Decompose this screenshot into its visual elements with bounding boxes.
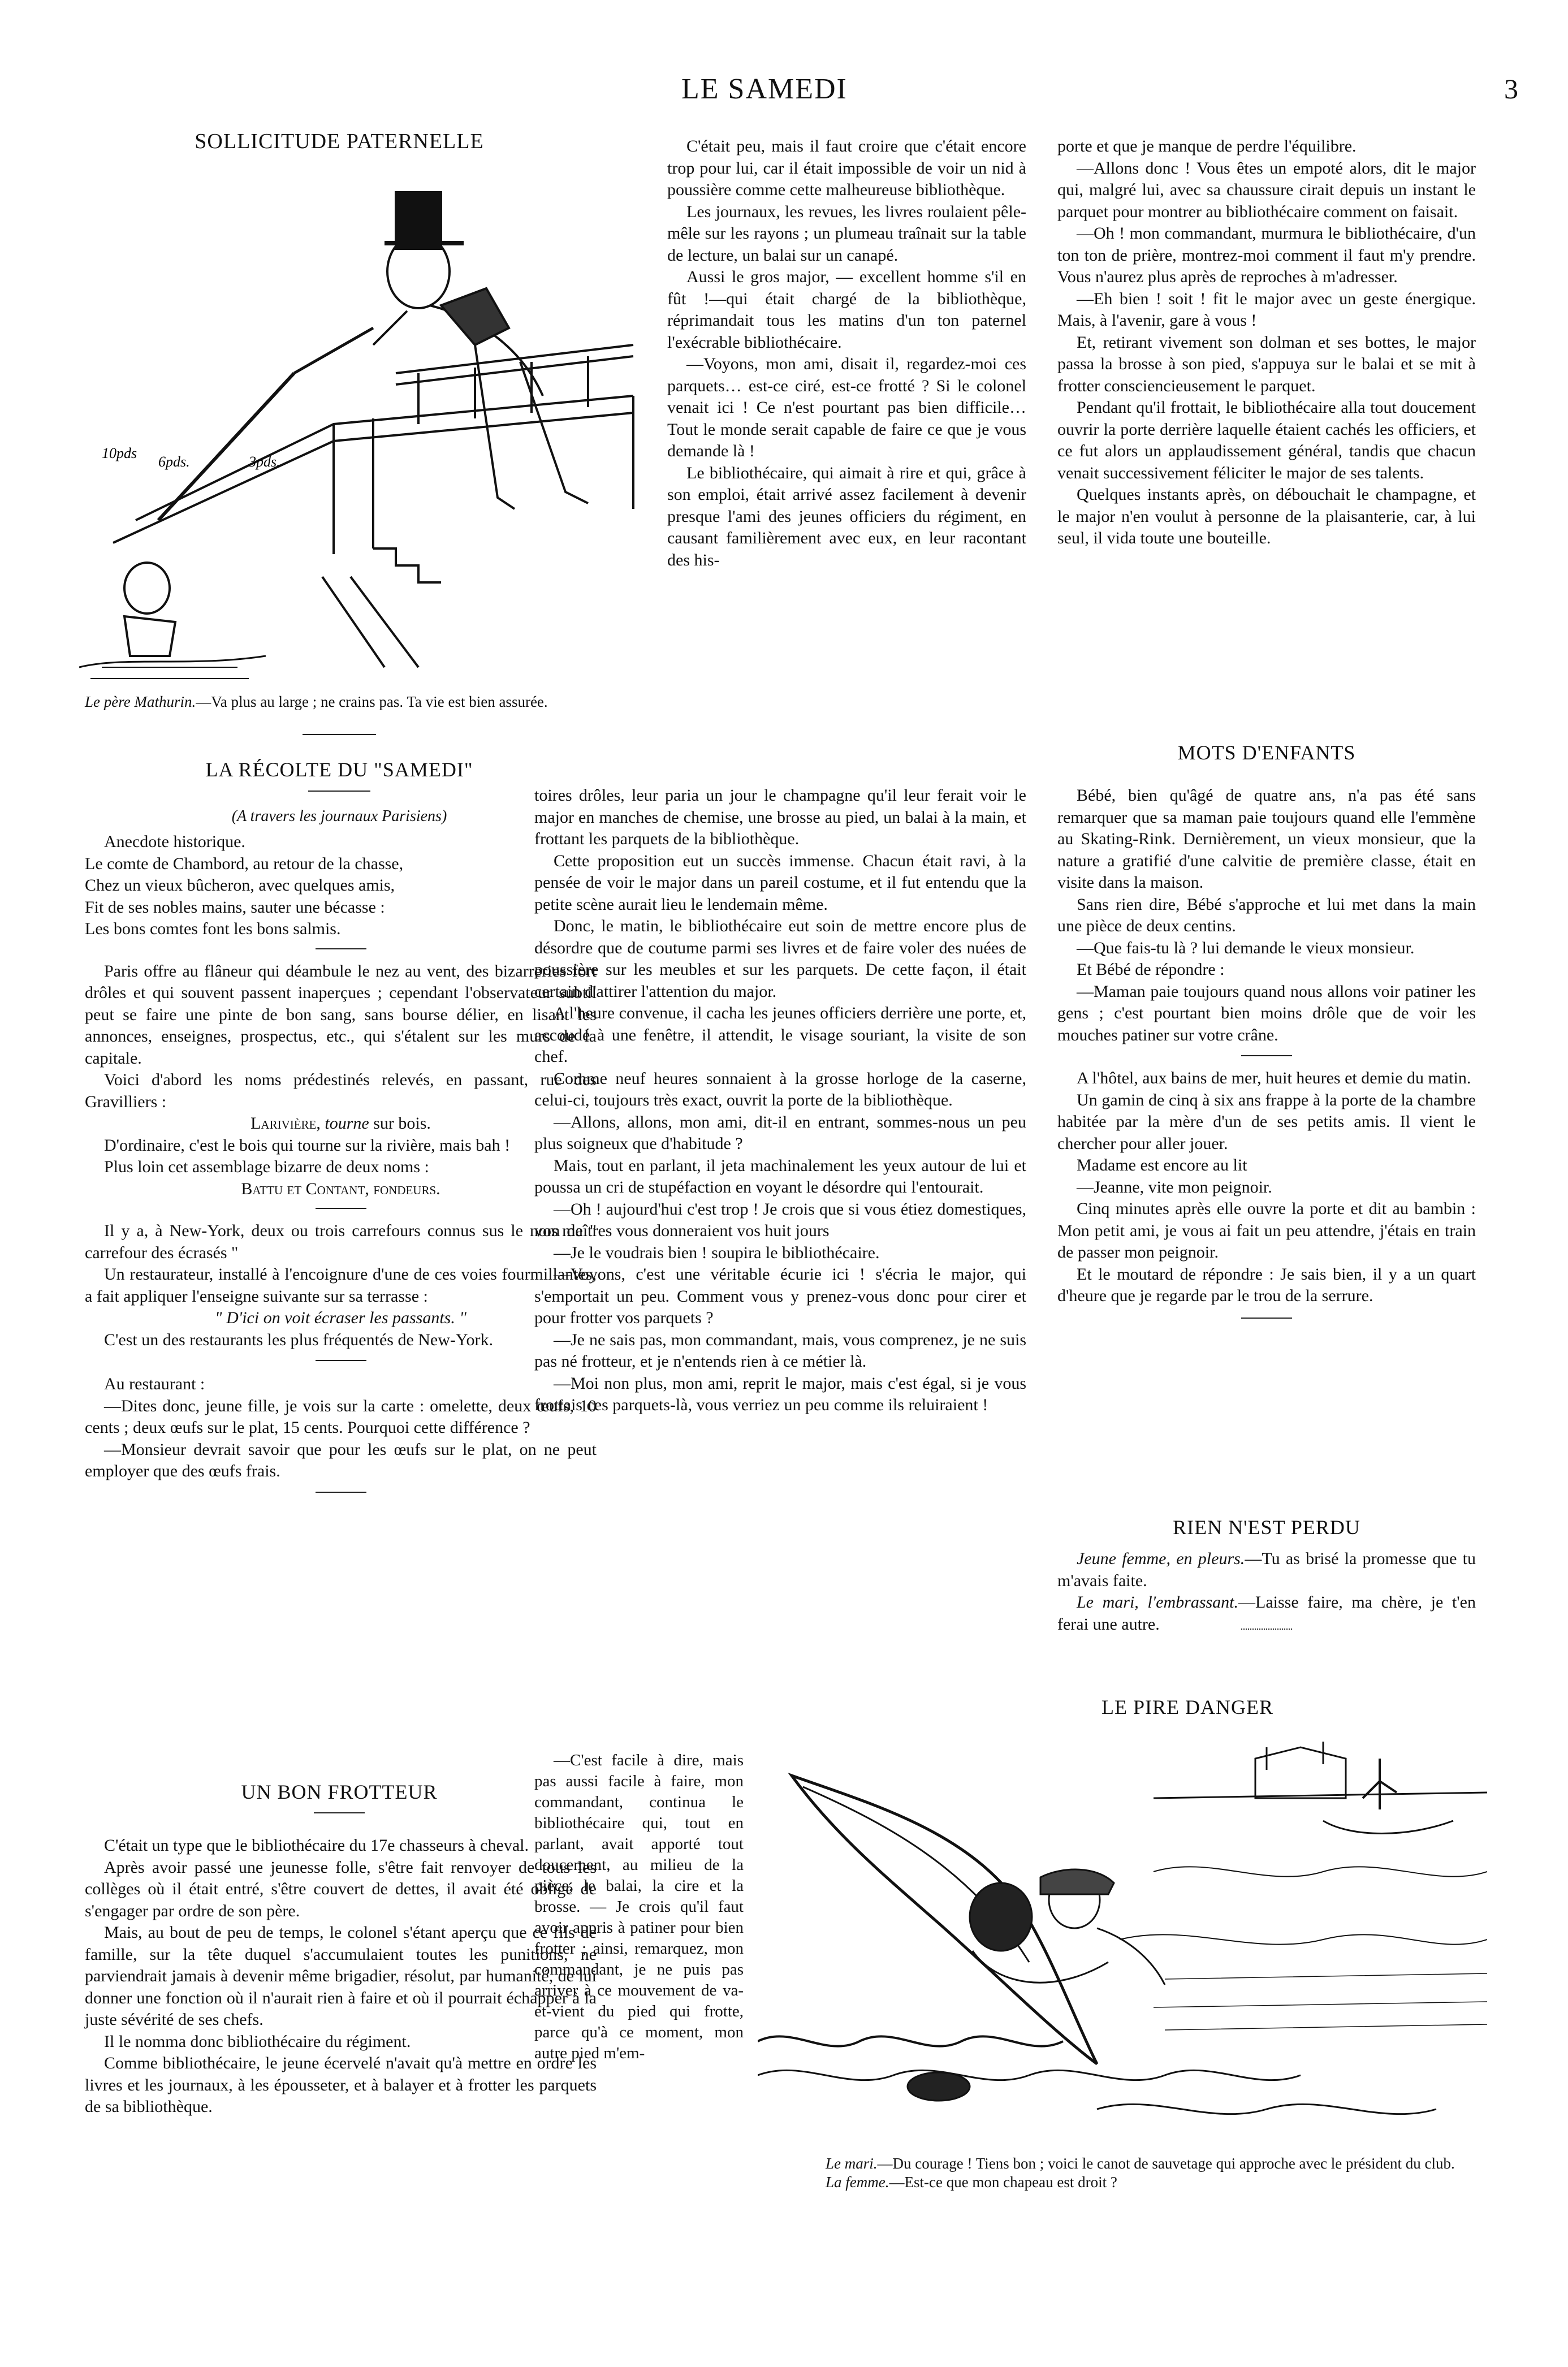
recolte-p7: Battu et Contant, fondeurs. <box>241 1179 440 1198</box>
verse <box>85 853 597 940</box>
divider <box>316 1208 366 1209</box>
perdu-text-2: —Laisse faire, ma chère, je t'en ferai une autre. <box>1057 1593 1476 1634</box>
frotteur-col2-p: —Allons, allons, mon ami, dit-il en entrant, sommes-nous un peu plus soigneux que d'habitude ? <box>534 1112 1026 1153</box>
divider <box>1241 1055 1292 1056</box>
frotteur-col3-p: porte et que je manque de perdre l'équilibre. <box>1057 137 1357 156</box>
mots-p: Cinq minutes après elle ouvre la porte et dit au bambin : Mon petit ami, je vous ai fait un peu attendre, j'étais en train de passer mon peignoir. <box>1057 1199 1476 1262</box>
frotteur-col2-p: —Oh ! aujourd'hui c'est trop ! Je crois que si vous étiez domestiques, vos maîtres vous donneraient vos huit jours <box>534 1199 1026 1240</box>
mots-p: —Maman paie toujours quand nous allons voir patiner les gens ; c'est pourtant bien moins drôle que de voir les mouches patiner sur votre crâne. <box>1057 982 1476 1044</box>
divider <box>308 791 370 792</box>
caption-speaker: Le père Mathurin. <box>85 693 196 710</box>
frotteur-col2-p: Aussi le gros major, — excellent homme s'il en fût !—qui était chargé de la bibliothèque, réprimandait tous les matins d'un ton paternel l'exécrable bibliothécaire. <box>667 267 1026 352</box>
verse-line: Les bons comtes font les bons salmis. <box>85 919 341 938</box>
recolte-p2: Paris offre au flâneur qui déambule le nez au vent, des bizarreries fort drôles et qui souvent passent inaperçues ; cependant l'observateur subtil peut se faire une pinte de bon sang, sans bourse délier, en lisant les annonces, enseignes, prospectus, etc., qui s'étalent sur les murs de la capitale. <box>85 961 597 1068</box>
frotteur-col2-p: Donc, le matin, le bibliothécaire eut soin de mettre encore plus de désordre que de coutume parmi ses livres et de faire voler des nuées de poussière sur les meubles et sur les parquets. De cette façon, il était certain d'attirer l'attention du major. <box>534 917 1026 1001</box>
recolte-p12: Au restaurant : <box>104 1375 205 1393</box>
frotteur-col2-p: Le bibliothécaire, qui aimait à rire et qui, grâce à son emploi, était arrivé assez facilement à devenir presque l'ami des jeunes officiers du régiment, en causant familièrement avec eux, en leur racontant des his- <box>667 463 1026 569</box>
masthead-title: LE SAMEDI <box>681 73 848 105</box>
frotteur-col2-wide <box>534 785 1026 1416</box>
recolte-p13: —Dites donc, jeune fille, je vois sur la carte : omelette, deux œufs, 10 cents ; deux œufs sur le plat, 15 cents. Pourquoi cette différence ? <box>85 1396 597 1437</box>
danger-heading: LE PIRE DANGER <box>1102 1696 1273 1718</box>
divider <box>316 1492 366 1493</box>
divider <box>1241 1629 1292 1630</box>
perdu-speaker-2: Le mari, l'embrassant. <box>1077 1593 1239 1612</box>
frotteur-col2-p: Mais, tout en parlant, il jeta machinalement les yeux autour de lui et poussa un cri de stupéfaction en voyant le désordre qui l'entourait. <box>534 1156 1026 1197</box>
frotteur-col2-narrow <box>534 1750 744 2064</box>
frotteur-col2-p: —Je le voudrais bien ! soupira le bibliothécaire. <box>554 1243 880 1262</box>
danger-caption <box>809 2154 1481 2192</box>
p4-italic: tourne <box>325 1114 369 1133</box>
frotteur-col1-p: C'était un type que le bibliothécaire du 17e chasseurs à cheval. <box>104 1836 529 1855</box>
frotteur-col3-p: Et, retirant vivement son dolman et ses bottes, le major passa la brosse à son pied, s'appuya sur le balai et se mit à frotter consciencieusement le parquet. <box>1057 332 1476 395</box>
perdu-column <box>1057 1548 1476 1635</box>
perdu-speaker-1: Jeune femme, en pleurs. <box>1077 1549 1245 1568</box>
frotteur-col3-p: —Eh bien ! soit ! fit le major avec un geste énergique. Mais, à l'avenir, gare à vous ! <box>1057 289 1476 330</box>
recolte-subheading: (A travers les journaux Parisiens) <box>231 807 447 825</box>
recolte-heading: LA RÉCOLTE DU "SAMEDI" <box>205 758 473 781</box>
frotteur-col2-p: Comme neuf heures sonnaient à la grosse horloge de la caserne, celui-ci, toujours très exact, ouvrit la porte de la bibliothèque. <box>534 1069 1026 1109</box>
frotteur-col1-p: Comme bibliothécaire, le jeune écervelé n'avait qu'à mettre en ordre les livres et les journaux, à les épousseter, et à balayer et à frotter les parquets de sa bibliothèque. <box>85 2054 597 2116</box>
frotteur-col3-p: Pendant qu'il frottait, le bibliothécaire alla tout doucement ouvrir la porte derrière laquelle étaient cachés les officiers, et ce fut alors un applaudissement général, tandis que chacun venait successivement féliciter le major de ses talents. <box>1057 398 1476 482</box>
frotteur-col2-p: toires drôles, leur paria un jour le champagne qu'il leur ferait voir le major en manches de chemise, une brosse au pied, un balai à la main, et frottant les parquets de la bibliothèque. <box>534 786 1026 848</box>
frotteur-col2-p: A l'heure convenue, il cacha les jeunes officiers derrière une porte, et, accoudé à une fenêtre, il attendit, le visage souriant, la visite de son chef. <box>534 1004 1026 1066</box>
recolte-p5: D'ordinaire, c'est le bois qui tourne sur la rivière, mais bah ! <box>104 1135 511 1155</box>
mots-p: Un gamin de cinq à six ans frappe à la porte de la chambre habitée par la mère d'un de ses petits amis. Il vient le chercher pour aller jouer. <box>1057 1090 1476 1153</box>
recolte-p6: Plus loin cet assemblage bizarre de deux noms : <box>104 1157 429 1176</box>
recolte-p3: Voici d'abord les noms prédestinés relevés, en passant, rue des Gravilliers : <box>85 1070 597 1111</box>
mots-heading: MOTS D'ENFANTS <box>1177 741 1356 764</box>
mots-p: Et le moutard de répondre : Je sais bien, il y a un quart d'heure que je regarde par le trou de la serrure. <box>1057 1264 1476 1305</box>
frotteur-col3 <box>1057 136 1476 550</box>
frotteur-col2-top <box>667 136 1026 571</box>
recolte-p10: " D'ici on voit écraser les passants. " <box>215 1308 466 1327</box>
p4-rest: sur bois. <box>373 1114 431 1133</box>
sollicitude-heading: SOLLICITUDE PATERNELLE <box>195 129 484 153</box>
frotteur-heading: UN BON FROTTEUR <box>241 1781 438 1803</box>
frotteur-col2-p: —Voyons, c'est une véritable écurie ici ! s'écria le major, qui s'emportait un peu. Comment vous y prenez-vous donc pour cirer et pour frotter vos parquets ? <box>534 1265 1026 1327</box>
danger-caption-line-1 <box>809 2154 1481 2173</box>
recolte-p8: Il y a, à New-York, deux ou trois carrefours connus sus le nom de " carrefour des écrasés " <box>85 1221 597 1262</box>
frotteur-col2-p: —C'est facile à dire, mais pas aussi facile à faire, mon commandant, continua le bibliothécaire qui, tout en parlant, avait apporté tout doucement, au milieu de la pièce, le balai, la cire et la brosse. — Je crois qu'il faut avoir appris à patiner pour bien frotter ; ainsi, remarquez, mon commandant, je ne puis pas arriver à ce mouvement de va-et-vient du pied qui frotte, parce qu'à ce moment, mon autre pied m'em- <box>534 1751 744 2062</box>
divider <box>314 1812 365 1813</box>
mots-p: Madame est encore au lit <box>1077 1156 1247 1174</box>
mots-column <box>1057 785 1476 1319</box>
frotteur-col2-p: —Je ne sais pas, mon commandant, mais, vous comprenez, je ne suis pas né frotteur, et je n'entends rien à ce métier là. <box>534 1330 1026 1371</box>
recolte-p4 <box>85 1113 597 1135</box>
perdu-heading: RIEN N'EST PERDU <box>1173 1516 1360 1539</box>
frotteur-col2-p: Les journaux, les revues, les livres roulaient pêle-mêle sur les rayons ; un plumeau traînait sur la table de lecture, un balai sur un canapé. <box>667 202 1026 265</box>
p4-name: Larivière, <box>250 1114 321 1133</box>
frotteur-col2-p: Cette proposition eut un succès immense. Chacun était ravi, à la pensée de voir le major dans un pareil costume, et il fut entendu que la petite scène aurait lieu le lendemain même. <box>534 851 1026 914</box>
frotteur-col3-p: —Oh ! mon commandant, murmura le bibliothécaire, d'un ton ton de prière, montrez-moi comment il faut m'y prendre. Vous n'aurez plus après de reproches à m'adresser. <box>1057 224 1476 286</box>
recolte-p11: C'est un des restaurants les plus fréquentés de New-York. <box>104 1330 494 1349</box>
divider <box>303 734 376 735</box>
perdu-text-1: —Tu as brisé la promesse que tu m'avais faite. <box>1057 1549 1476 1590</box>
frotteur-col1-p: Il le nomma donc bibliothécaire du régiment. <box>104 2032 411 2051</box>
danger-caption-line-2 <box>809 2173 1481 2192</box>
sollicitude-illustration <box>79 158 645 690</box>
mots-p: Sans rien dire, Bébé s'approche et lui met dans la main une pièce de deux centins. <box>1057 895 1476 935</box>
frotteur-col2-p: —Moi non plus, mon ami, reprit le major, mais c'est égal, si je vous frottais ces parquets-là, vous verriez un peu comme ils reluiraient ! <box>534 1373 1026 1414</box>
mots-p: —Que fais-tu là ? lui demande le vieux monsieur. <box>1077 938 1415 957</box>
recolte-p1: Anecdote historique. <box>104 832 245 851</box>
mots-p: —Jeanne, vite mon peignoir. <box>1077 1177 1272 1197</box>
frotteur-col1-p: Après avoir passé une jeunesse folle, s'être fait renvoyer de tous les collèges où il était entré, s'être couvert de dettes, il avait été obligé de s'engager par ordre de son père. <box>85 1858 597 1920</box>
frotteur-col1-p: Mais, au bout de peu de temps, le colonel s'étant aperçu que ce fils de famille, sur la tête duquel s'accumulaient toutes les punitions, ne parviendrait jamais à devenir même brigadier, résolut, par humanité, de lui donner une fonction où il n'aurait rien à faire et où il pourrait échapper à la juste sévérité de ses chefs. <box>85 1923 597 2029</box>
caption-text: —Va plus au large ; ne crains pas. Ta vie est bien assurée. <box>196 693 548 710</box>
divider <box>1241 1318 1292 1319</box>
recolte-column <box>85 831 597 1493</box>
sign-6pds: 6pds. <box>158 453 190 470</box>
recolte-p14: —Monsieur devrait savoir que pour les œufs sur le plat, on ne peut employer que des œufs frais. <box>85 1440 597 1480</box>
danger-text-2: —Est-ce que mon chapeau est droit ? <box>889 2174 1117 2191</box>
danger-speaker-2: La femme. <box>826 2174 889 2191</box>
verse-line: Chez un vieux bûcheron, avec quelques amis, <box>85 876 395 895</box>
sollicitude-caption <box>85 693 650 711</box>
sign-10pds: 10pds <box>102 445 137 461</box>
danger-illustration <box>758 1725 1487 2149</box>
danger-speaker-1: Le mari. <box>826 2155 878 2172</box>
divider <box>316 948 366 949</box>
mots-p: Et Bébé de répondre : <box>1077 960 1225 979</box>
frotteur-col3-p: —Allons donc ! Vous êtes un empoté alors, dit le major qui, malgré lui, avec sa chaussure cirait depuis un instant le parquet pour montrer au bibliothécaire comment on faisait. <box>1057 158 1476 221</box>
verse-line: Le comte de Chambord, au retour de la chasse, <box>85 854 404 873</box>
recolte-p9: Un restaurateur, installé à l'encoignure d'une de ces voies fourmillantes, a fait appliquer l'enseigne suivante sur sa terrasse : <box>85 1265 597 1306</box>
frotteur-col1 <box>85 1835 597 2118</box>
frotteur-col2-p: —Voyons, mon ami, disait il, regardez-moi ces parquets… est-ce ciré, est-ce frotté ? Si le colonel venait ici ! Ce n'est pourtant pas bien difficile… Tout le monde serait capable de faire ce que je vous demande là ! <box>667 355 1026 460</box>
mots-p: A l'hôtel, aux bains de mer, huit heures et demie du matin. <box>1077 1069 1471 1087</box>
sign-3pds: 3pds. <box>249 453 280 470</box>
mots-p: Bébé, bien qu'âgé de quatre ans, n'a pas été sans remarquer que sa maman paie toujours quand elle l'emmène au Skating-Rink. Dernièrement, un vieux monsieur, que la nature a gratifié d'une calvitie de première classe, était en visite dans la maison. <box>1057 786 1476 892</box>
danger-text-1: —Du courage ! Tiens bon ; voici le canot de sauvetage qui approche avec le président du club. <box>877 2155 1455 2172</box>
frotteur-col2-p: C'était peu, mais il faut croire que c'était encore trop pour lui, car il était impossible de voir un nid à poussière comme cette malheureuse bibliothèque. <box>667 137 1026 199</box>
divider <box>316 1360 366 1361</box>
page-number: 3 <box>1504 73 1518 105</box>
frotteur-col3-p: Quelques instants après, on débouchait le champagne, et le major n'en voulut à personne de la plaisanterie, car, à lui seul, il vida toute une bouteille. <box>1057 485 1476 547</box>
verse-line: Fit de ses nobles mains, sauter une bécasse : <box>85 897 385 917</box>
